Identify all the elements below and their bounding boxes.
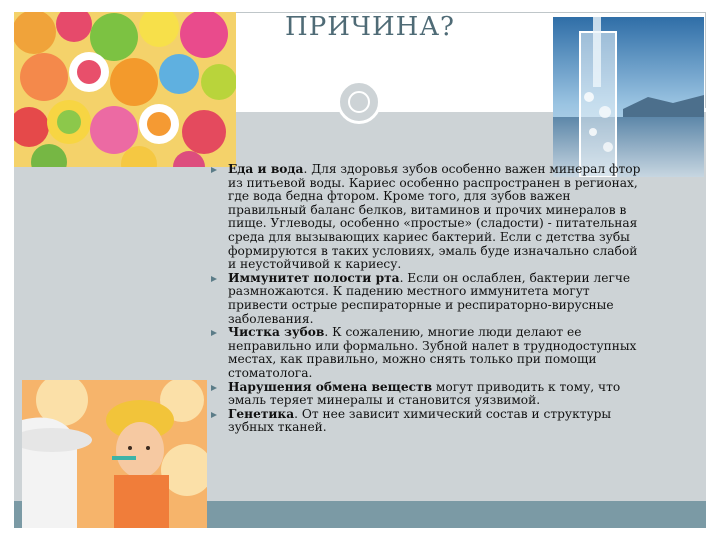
bullet-text: . От нее зависит химический состав и структуры зубных тканей.: [228, 406, 612, 435]
circle-ornament: [337, 80, 381, 124]
slide-title: ПРИЧИНА?: [285, 12, 455, 42]
candy-illustration: [14, 12, 236, 167]
circle-ornament-inner: [348, 91, 370, 113]
bullet-heading: Чистка зубов: [228, 325, 325, 340]
bullet-marker-icon: [210, 166, 218, 174]
list-item: [212, 326, 642, 380]
bullet-text: . Для здоровья зубов особенно важен минерал фтор из питьевой воды. Кариес особенно распространен в регионах, где вода бедна фтором. Кроме того, для зубов важен правильный баланс белков, витаминов и прочих минералов в пище. Углеводы, особенно «простые» (сладости) - питательная среда для вызывающих кариес бактерий. Если с детства зубы формируются в таких условиях, эмаль буде изначально слабой и неустойчивой к кариесу.: [228, 162, 641, 272]
bullet-heading: Иммунитет полости рта: [228, 270, 400, 285]
list-item: [212, 163, 642, 272]
bullet-list: [212, 163, 642, 435]
bullet-heading: Генетика: [228, 406, 295, 421]
list-item: [212, 408, 642, 435]
bullet-text: . К сожалению, многие люди делают ее неправильно или формально. Зубной налет в труднодоступных местах, как правильно, можно снять только при помощи стоматолога.: [228, 325, 637, 380]
bullet-heading: Еда и вода: [228, 162, 304, 176]
bullet-marker-icon: [210, 275, 218, 283]
girl-brushing-illustration: [22, 380, 207, 528]
bullet-marker-icon: [210, 384, 218, 392]
list-item: [212, 272, 642, 326]
bullet-marker-icon: [210, 411, 218, 419]
list-item: [212, 381, 642, 408]
water-photo: [553, 17, 704, 177]
candy-photo: [14, 12, 236, 167]
bullet-text: могут приводить к тому, что эмаль теряет минералы и становится уязвимой.: [228, 379, 621, 408]
girl-photo: [22, 380, 207, 528]
bullet-marker-icon: [210, 329, 218, 337]
water-glass-illustration: [553, 17, 704, 177]
bullet-text: . Если он ослаблен, бактерии легче размножаются. К падению местного иммунитета могут привести острые респираторные и респираторно-вирусные заболевания.: [228, 270, 631, 326]
bullet-heading: Нарушения обмена веществ: [228, 379, 433, 394]
